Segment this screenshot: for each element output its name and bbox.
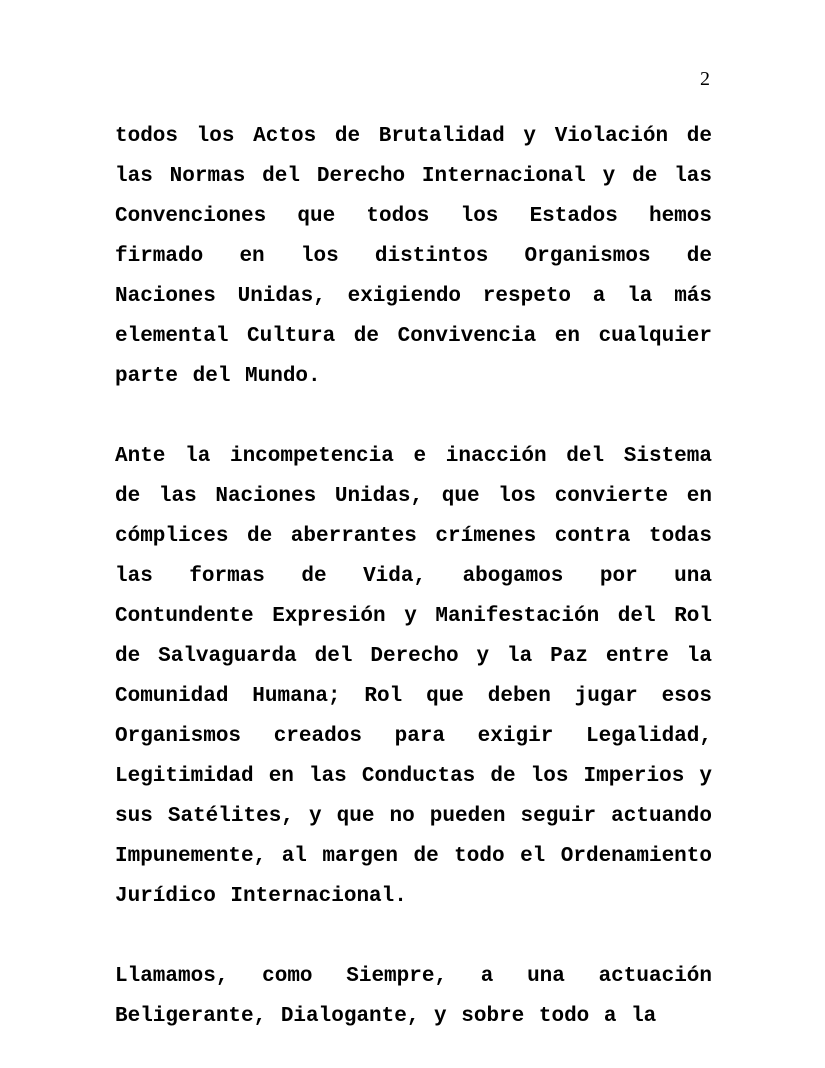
- document-body: [115, 117, 712, 1037]
- paragraph-1: todos los Actos de Brutalidad y Violación de las Normas del Derecho Internacional y de las Convenciones que todos los Estados hemos firmado en los distintos Organismos de Naciones Unidas, exigiendo respeto a la más elemental Cultura de Convivencia en cualquier parte del Mundo.: [115, 125, 712, 388]
- paragraph-2: Ante la incompetencia e inacción del Sistema de las Naciones Unidas, que los convierte en cómplices de aberrantes crímenes contra todas las formas de Vida, abogamos por una Contundente Expresión y Manifestación del Rol de Salvaguarda del Derecho y la Paz entre la Comunidad Humana; Rol que deben jugar esos Organismos creados para exigir Legalidad, Legitimidad en las Conductas de los Imperios y sus Satélites, y que no pueden seguir actuando Impunemente, al margen de todo el Ordenamiento Jurídico Internacional.: [115, 445, 712, 908]
- page-number: 2: [700, 68, 710, 90]
- paragraph-3: Llamamos, como Siempre, a una actuación Beligerante, Dialogante, y sobre todo a la: [115, 965, 712, 1028]
